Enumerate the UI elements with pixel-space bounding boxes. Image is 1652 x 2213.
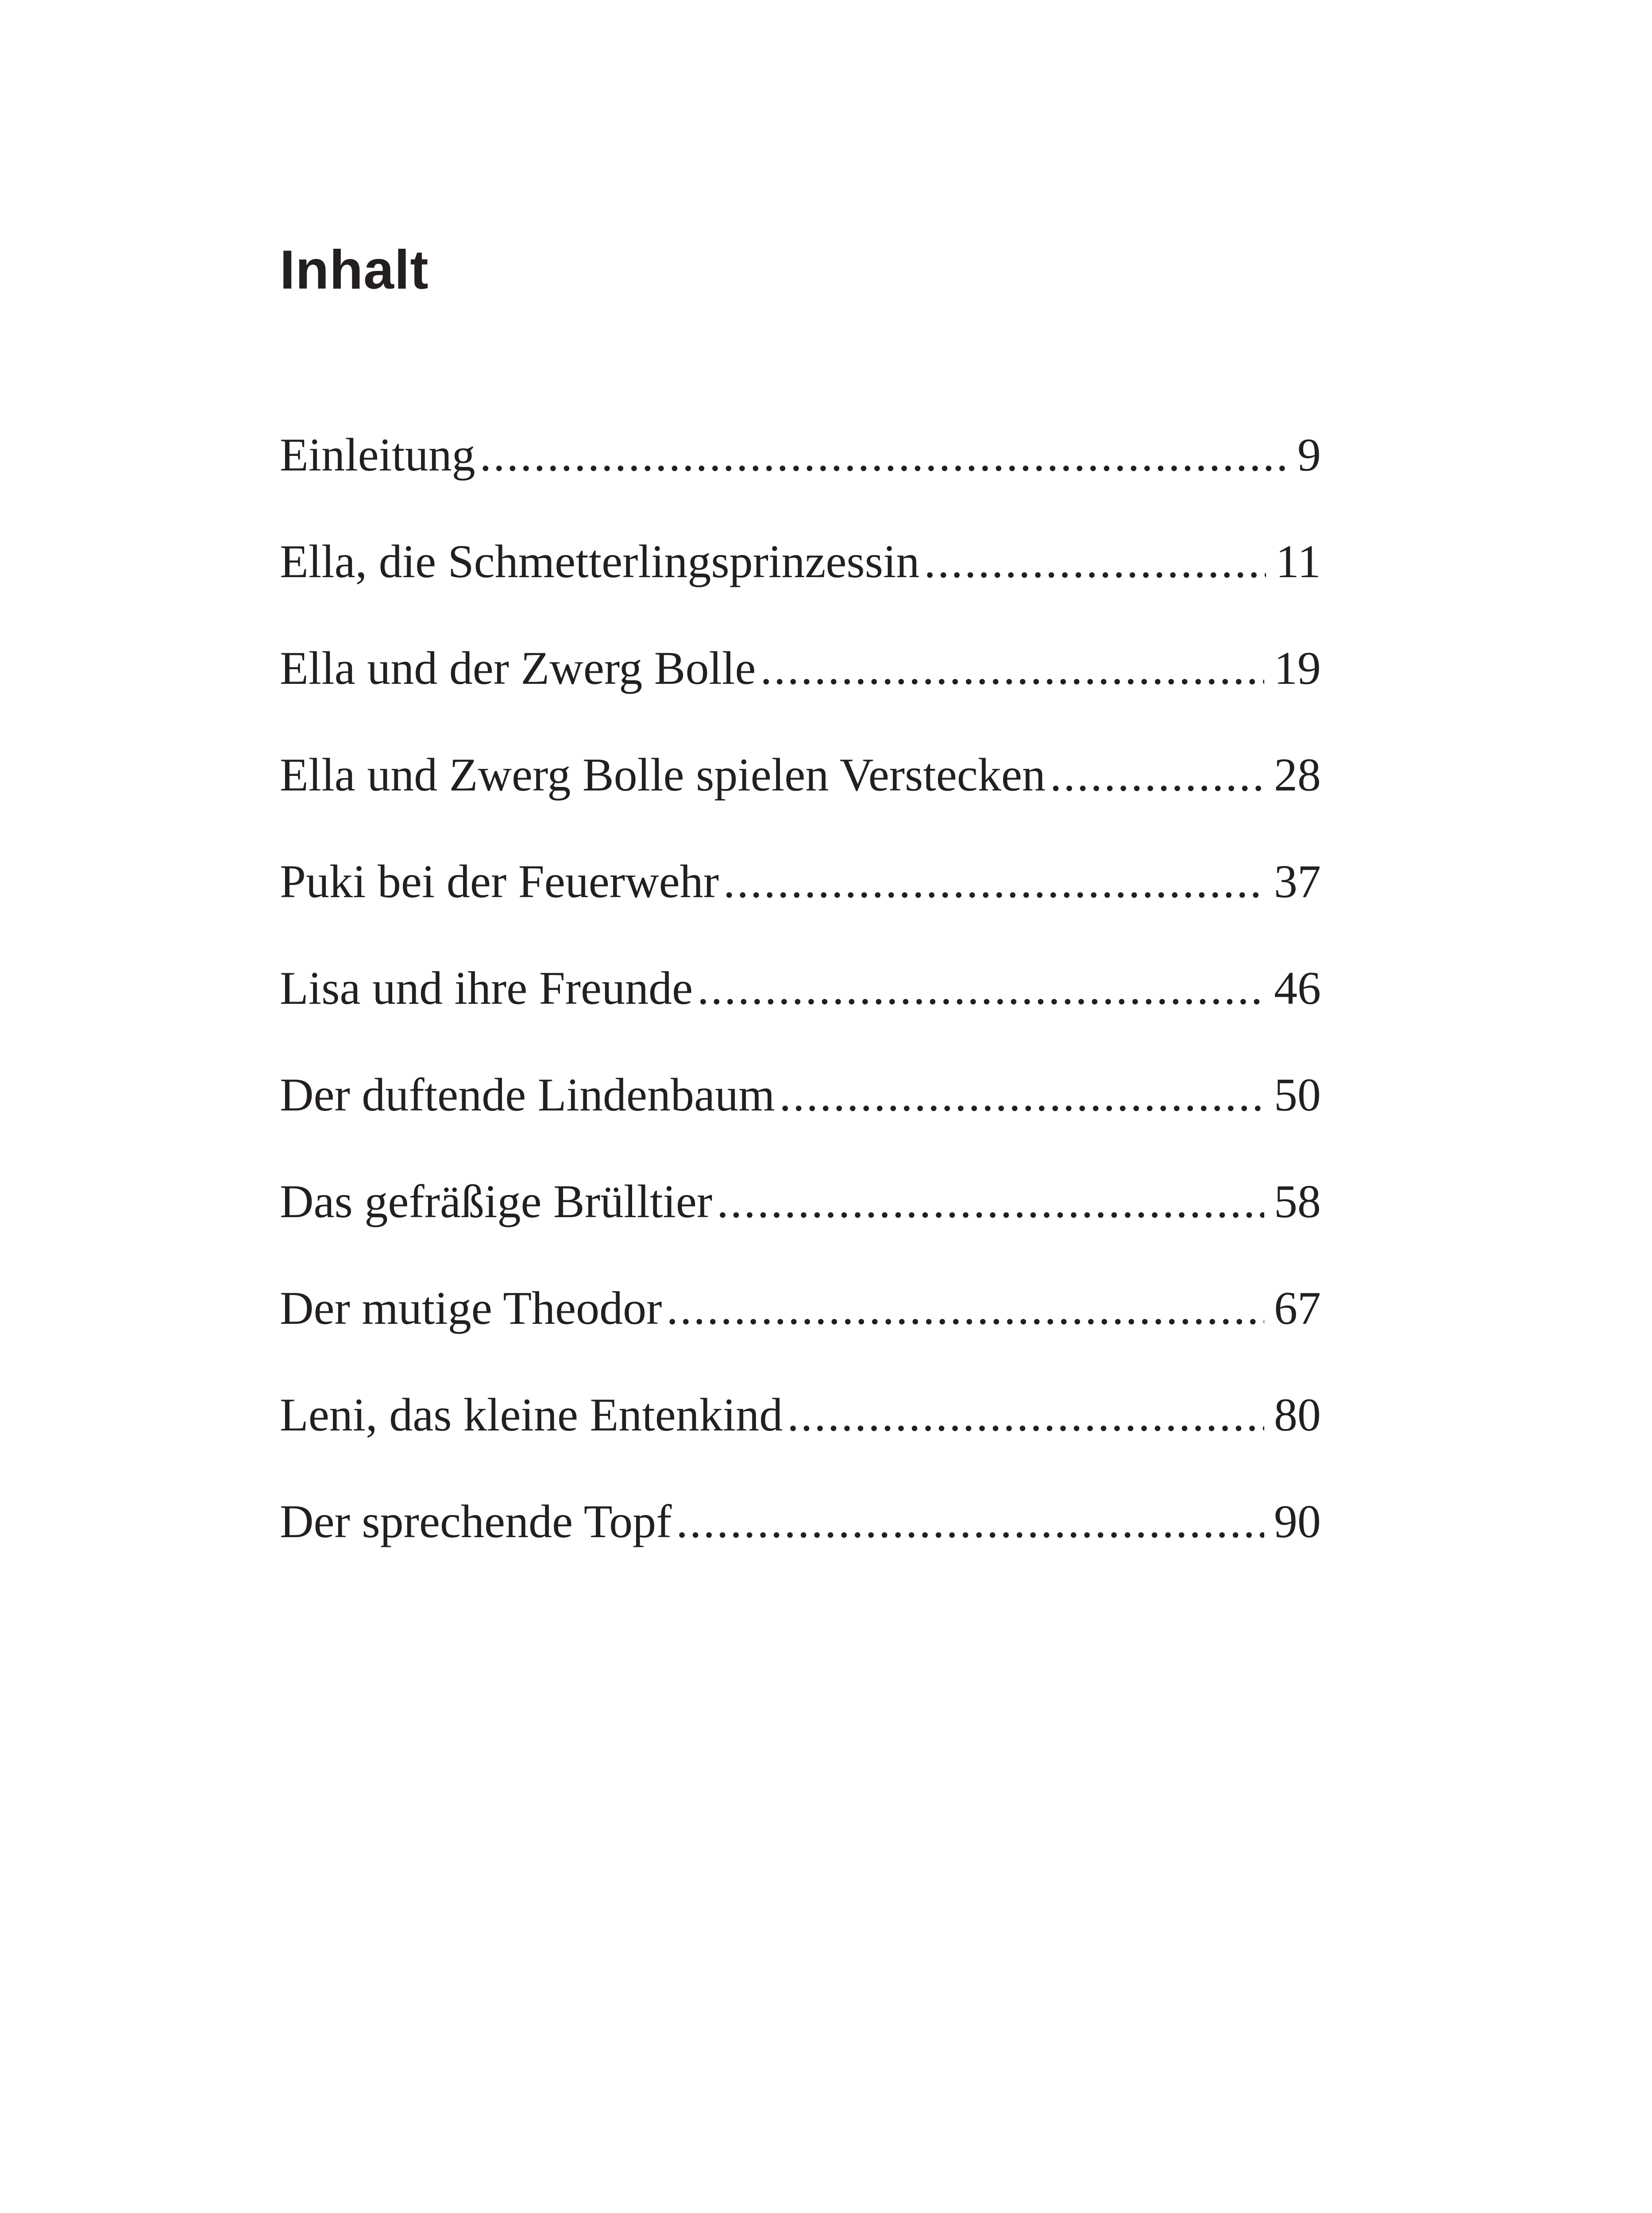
toc-entry xyxy=(280,1282,1321,1392)
dot-leader xyxy=(1050,752,1264,798)
toc-entry xyxy=(280,1498,1321,1605)
toc-entry-title: Das gefräßige Brülltier xyxy=(280,1176,713,1227)
toc-entry-page: 46 xyxy=(1274,962,1321,1014)
toc-entry-page: 80 xyxy=(1274,1389,1321,1441)
dot-leader xyxy=(787,1392,1264,1438)
toc-entry xyxy=(280,1389,1321,1498)
toc-entry-title: Der mutige Theodor xyxy=(280,1282,662,1334)
toc-entry-page: 37 xyxy=(1274,856,1321,907)
toc-entry-title: Der duftende Lindenbaum xyxy=(280,1069,775,1121)
toc-entry-title: Leni, das kleine Entenkind xyxy=(280,1389,783,1441)
toc-entry xyxy=(280,642,1321,752)
dot-leader xyxy=(480,432,1288,478)
dot-leader xyxy=(924,538,1266,585)
toc-entry xyxy=(280,749,1321,858)
toc-entry-page: 67 xyxy=(1274,1282,1321,1334)
dot-leader xyxy=(717,1178,1264,1225)
toc-entry-page: 58 xyxy=(1274,1176,1321,1227)
dot-leader xyxy=(676,1498,1264,1545)
dot-leader xyxy=(697,965,1264,1012)
toc-entry-title: Lisa und ihre Freunde xyxy=(280,962,693,1014)
toc-entry-page: 9 xyxy=(1297,429,1321,481)
dot-leader xyxy=(666,1285,1264,1332)
toc-entry xyxy=(280,1069,1321,1178)
toc-entry-page: 50 xyxy=(1274,1069,1321,1121)
toc-entry xyxy=(280,538,1321,645)
toc-entry-title: Ella und der Zwerg Bolle xyxy=(280,642,756,694)
toc-entry xyxy=(280,1178,1321,1285)
toc-entry xyxy=(280,858,1321,965)
toc-entry-title: Der sprechende Topf xyxy=(280,1496,672,1547)
toc-entry-title: Puki bei der Feuerwehr xyxy=(280,856,719,907)
toc-entry-title: Ella, die Schmetterlingsprinzessin xyxy=(280,536,920,587)
toc-entry-title: Ella und Zwerg Bolle spielen Verstecken xyxy=(280,749,1046,801)
toc-entry-page: 28 xyxy=(1274,749,1321,801)
dot-leader xyxy=(760,645,1264,692)
toc-entry-title: Einleitung xyxy=(280,429,475,481)
toc-entry-page: 90 xyxy=(1274,1496,1321,1547)
toc-entry-page: 19 xyxy=(1274,642,1321,694)
toc-entry-page: 11 xyxy=(1275,536,1321,587)
page-title: Inhalt xyxy=(280,239,429,301)
toc-entry xyxy=(280,429,1321,538)
dot-leader xyxy=(723,858,1264,905)
table-of-contents xyxy=(280,429,1321,1605)
toc-entry xyxy=(280,962,1321,1072)
dot-leader xyxy=(780,1072,1265,1118)
